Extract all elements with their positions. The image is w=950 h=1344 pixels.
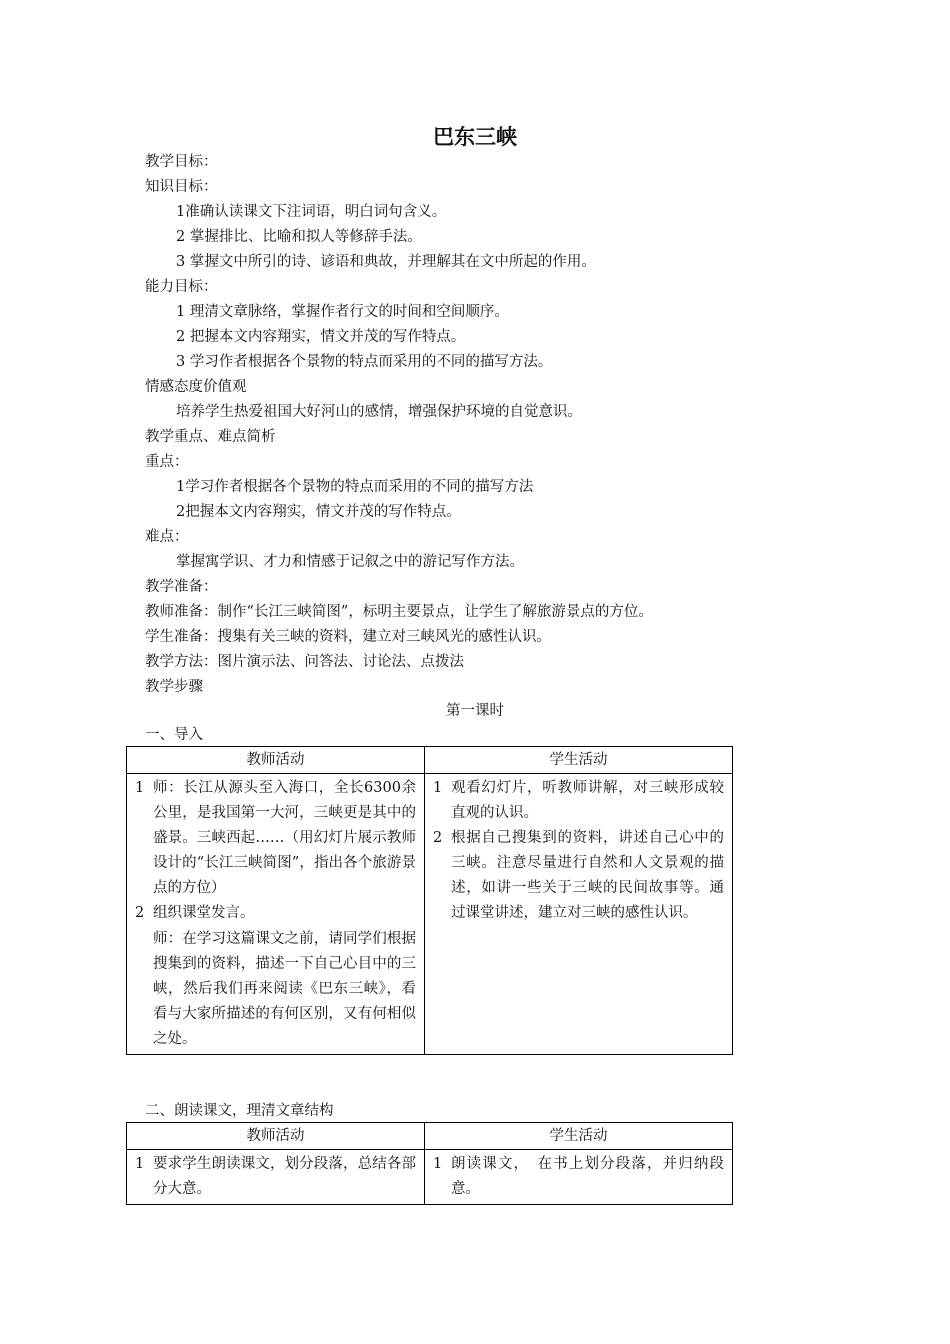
emotion-goal: 培养学生热爱祖国大好河山的感情，增强保护环境的自觉意识。: [176, 404, 582, 420]
item-number: 1: [135, 780, 145, 796]
knowledge-goal-1: 1准确认读课文下注词语，明白词句含义。: [176, 204, 447, 220]
key-point-2: 2把握本文内容翔实，情文并茂的写作特点。: [176, 504, 461, 520]
item-number: 1: [433, 1156, 443, 1172]
key-point-1: 1学习作者根据各个景物的特点而采用的不同的描写方法: [176, 479, 534, 495]
item-text: 师：在学习这篇课文之前，请同学们根据搜集到的资料，描述一下自己心目中的三峡，然后我们再来阅读《巴东三峡》，看看与大家所描述的有何区别，又有何相似之处。: [153, 930, 416, 1047]
item-number: 1: [135, 1156, 145, 1172]
ability-goal-1: 1 理清文章脉络，掌握作者行文的时间和空间顺序。: [176, 304, 509, 320]
list-item: [135, 901, 416, 926]
list-item: [433, 826, 724, 926]
teacher-activity-cell: [127, 1150, 425, 1205]
heading-knowledge-goals: 知识目标：: [145, 179, 218, 195]
list-item: [135, 776, 416, 901]
column-header-teacher: 教师活动: [127, 1123, 425, 1150]
item-text: 师：长江从源头至入海口，全长6300余公里，是我国第一大河，三峡更是其中的盛景。三峡西起……（用幻灯片展示教师设计的“长江三峡简图”，指出各个旅游景点的方位）: [153, 780, 416, 897]
difficult-point: 掌握寓学识、才力和情感于记叙之中的游记写作方法。: [176, 554, 524, 570]
item-number: 1: [433, 780, 443, 796]
heading-teaching-goals: 教学目标：: [145, 154, 218, 170]
knowledge-goal-3: 3 掌握文中所引的诗、谚语和典故，并理解其在文中所起的作用。: [176, 254, 596, 270]
item-text: 根据自己搜集到的资料，讲述自己心中的三峡。注意尽量进行自然和人文景观的描述，如讲一些关于三峡的民间故事等。通过课堂讲述，建立对三峡的感性认识。: [451, 830, 724, 922]
item-number: 2: [433, 830, 443, 847]
heading-teaching-steps: 教学步骤: [145, 679, 203, 695]
heading-preparation: 教学准备：: [145, 579, 218, 595]
section-1-table: [126, 746, 733, 1055]
heading-key-points: 重点：: [145, 454, 189, 470]
list-item: [135, 1152, 416, 1202]
item-number: [135, 927, 153, 1052]
column-header-teacher: 教师活动: [127, 747, 425, 774]
heading-key-difficult-points: 教学重点、难点简析: [145, 429, 276, 445]
item-number: 2: [135, 905, 145, 922]
heading-emotion-values: 情感态度价值观: [145, 379, 247, 395]
column-header-student: 学生活动: [425, 1123, 733, 1150]
document-title: 巴东三峡: [433, 125, 517, 149]
item-text: 要求学生朗读课文，划分段落，总结各部分大意。: [153, 1156, 416, 1198]
list-item: [433, 1152, 724, 1202]
teacher-activity-cell: [127, 774, 425, 1055]
heading-difficult-points: 难点：: [145, 529, 189, 545]
column-header-student: 学生活动: [425, 747, 733, 774]
heading-ability-goals: 能力目标：: [145, 279, 218, 295]
student-preparation: 学生准备：搜集有关三峡的资料，建立对三峡风光的感性认识。: [145, 629, 551, 645]
list-item: [135, 927, 416, 1052]
ability-goal-3: 3 学习作者根据各个景物的特点而采用的不同的描写方法。: [176, 354, 553, 370]
section-2-heading: 二、朗读课文，理清文章结构: [145, 1103, 334, 1119]
section-2-table: [126, 1122, 733, 1205]
student-activity-cell: [425, 774, 733, 1055]
item-text: 组织课堂发言。: [153, 905, 255, 922]
item-text: 朗读课文， 在书上划分段落，并归纳段意。: [451, 1156, 724, 1198]
teacher-preparation: 教师准备：制作“长江三峡简图”，标明主要景点，让学生了解旅游景点的方位。: [145, 604, 653, 620]
list-item: [433, 776, 724, 826]
student-activity-cell: [425, 1150, 733, 1205]
knowledge-goal-2: 2 掌握排比、比喻和拟人等修辞手法。: [176, 229, 422, 245]
item-text: 观看幻灯片，听教师讲解，对三峡形成较直观的认识。: [451, 780, 724, 822]
section-1-heading: 一、导入: [145, 727, 203, 743]
teaching-methods: 教学方法：图片演示法、问答法、讨论法、点拨法: [145, 654, 464, 670]
ability-goal-2: 2 把握本文内容翔实，情文并茂的写作特点。: [176, 329, 466, 345]
lesson-label: 第一课时: [446, 703, 504, 719]
